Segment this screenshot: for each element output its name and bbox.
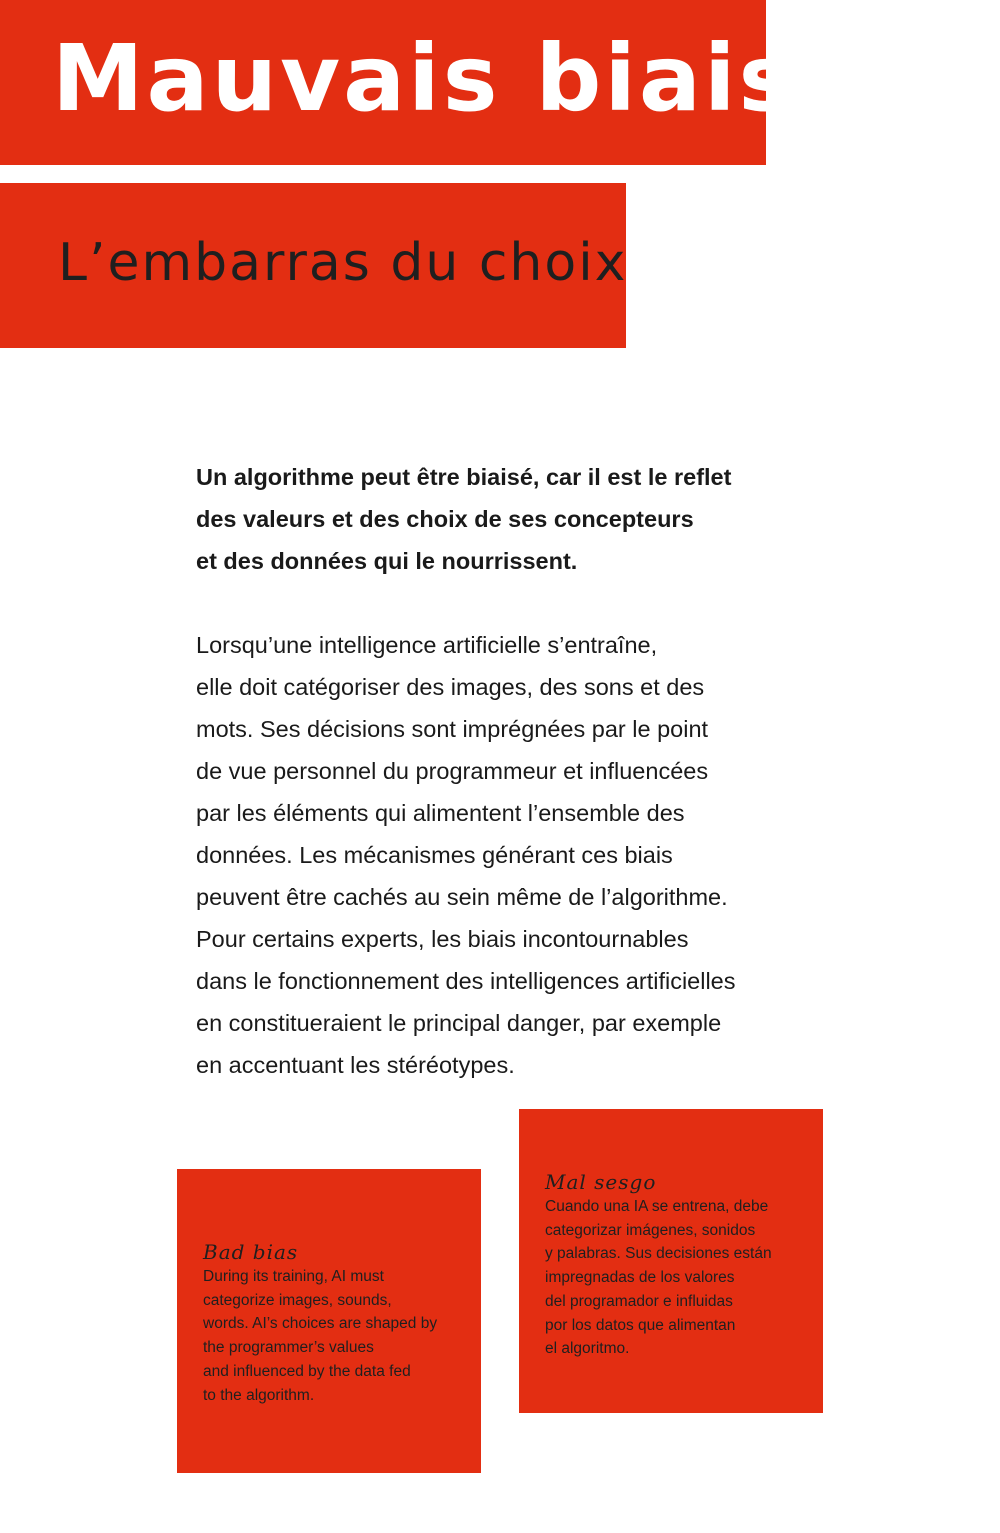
lead-line: des valeurs et des choix de ses concepteurs: [196, 506, 694, 532]
card-line: por los datos que alimentan: [545, 1316, 736, 1334]
spanish-card-body: [545, 1195, 772, 1361]
card-line: to the algorithm.: [203, 1386, 315, 1404]
card-line: del programador e influidas: [545, 1292, 733, 1310]
card-line: words. AI’s choices are shaped by: [203, 1315, 438, 1333]
body-line: peuvent être cachés au sein même de l’algorithme.: [196, 884, 728, 910]
body-line: données. Les mécanismes générant ces biais: [196, 842, 673, 868]
main-text-block: [196, 456, 836, 1086]
english-card-content: [203, 1239, 437, 1407]
body-line: mots. Ses décisions sont imprégnées par le point: [196, 716, 709, 742]
page-title: Mauvais biais: [52, 25, 797, 132]
subtitle-banner: [0, 183, 626, 348]
english-translation-card: [177, 1169, 481, 1473]
page-subtitle: L’embarras du choix: [58, 233, 628, 293]
body-line: en accentuant les stéréotypes.: [196, 1052, 515, 1078]
card-line: impregnadas de los valores: [545, 1269, 735, 1287]
body-line: Lorsqu’une intelligence artificielle s’entraîne,: [196, 632, 658, 658]
title-banner: [0, 0, 797, 165]
english-card-body: [203, 1265, 437, 1407]
card-line: the programmer’s values: [203, 1339, 374, 1357]
body-line: par les éléments qui alimentent l’ensemble des: [196, 800, 685, 826]
spanish-translation-card: [519, 1109, 823, 1413]
body-line: de vue personnel du programmeur et influencées: [196, 758, 709, 784]
card-line: categorize images, sounds,: [203, 1291, 392, 1309]
english-card-title: Bad bias: [203, 1240, 299, 1264]
card-line: Cuando una IA se entrena, debe: [545, 1198, 769, 1215]
lead-paragraph: [196, 456, 836, 582]
spanish-card-title: Mal sesgo: [545, 1170, 657, 1194]
lead-line: Un algorithme peut être biaisé, car il est le reflet: [196, 464, 732, 490]
lead-line: et des données qui le nourrissent.: [196, 548, 578, 574]
card-line: categorizar imágenes, sonidos: [545, 1221, 756, 1239]
body-line: dans le fonctionnement des intelligences artificielles: [196, 968, 736, 994]
body-line: en constitueraient le principal danger, par exemple: [196, 1010, 722, 1036]
card-line: y palabras. Sus decisiones están: [545, 1245, 772, 1263]
card-line: el algoritmo.: [545, 1340, 630, 1358]
spanish-card-content: [545, 1169, 772, 1361]
body-paragraph: [196, 624, 836, 1086]
card-line: and influenced by the data fed: [203, 1362, 411, 1380]
card-line: During its training, AI must: [203, 1268, 384, 1285]
body-line: Pour certains experts, les biais incontournables: [196, 926, 689, 952]
body-line: elle doit catégoriser des images, des sons et des: [196, 674, 705, 700]
